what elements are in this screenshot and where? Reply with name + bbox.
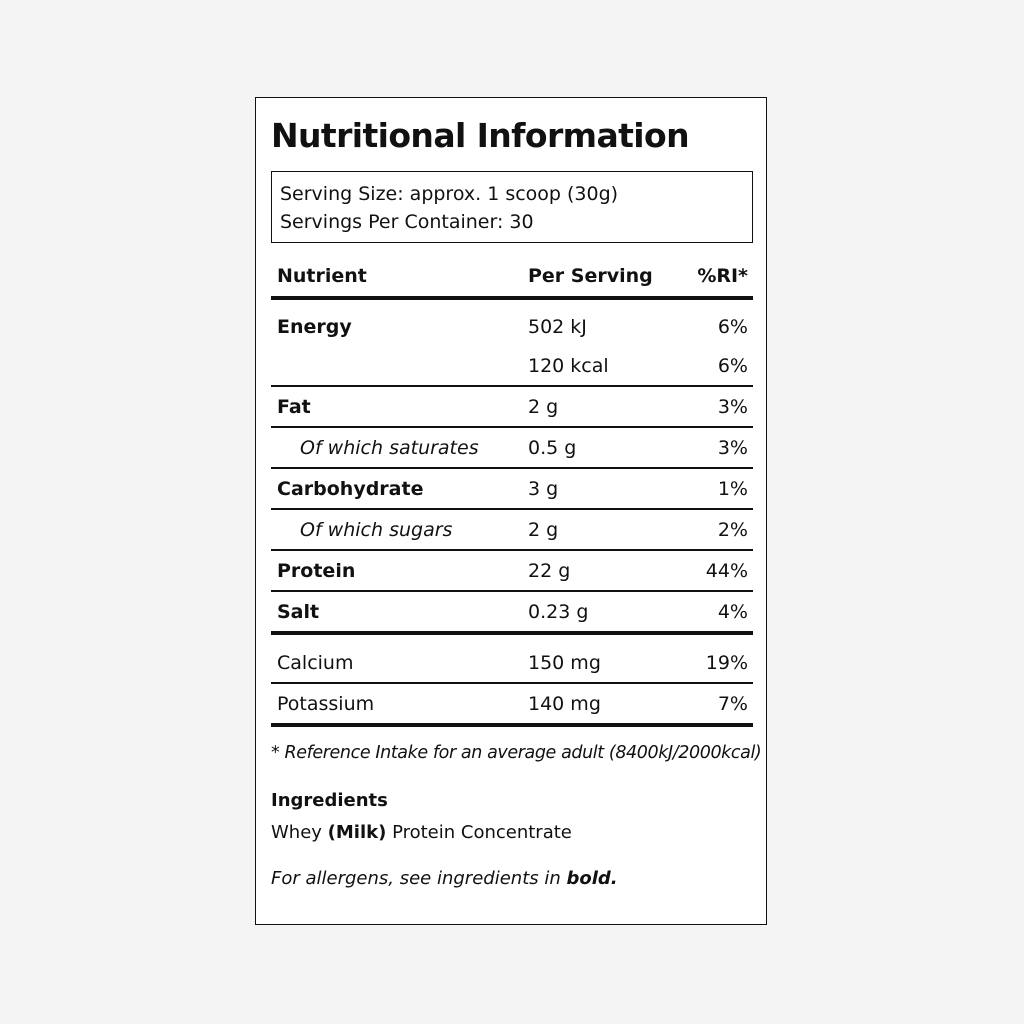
table-bottom-rule <box>271 723 753 727</box>
header-nutrient: Nutrient <box>277 265 367 287</box>
allergen-note-text: For allergens, see ingredients in <box>271 868 567 889</box>
allergen-note <box>271 868 618 889</box>
nutrient-value: 0.23 g <box>528 601 589 623</box>
ingredients-list <box>271 822 572 843</box>
nutrient-ri: 3% <box>717 437 748 459</box>
header-ri: %RI* <box>697 265 748 287</box>
nutrition-label <box>255 97 767 925</box>
nutrient-value: 0.5 g <box>528 437 577 459</box>
table-header <box>271 261 753 300</box>
nutrient-ri: 1% <box>717 478 748 500</box>
nutrient-name: Fat <box>277 396 311 418</box>
row-divider <box>271 385 753 387</box>
serving-info-box <box>271 171 753 243</box>
nutrient-ri: 6% <box>717 355 748 377</box>
nutrient-value: 120 kcal <box>528 355 609 377</box>
nutrient-ri: 44% <box>705 560 748 582</box>
nutrient-value: 502 kJ <box>528 316 587 338</box>
header-per-serving: Per Serving <box>528 265 653 287</box>
ingredients-title: Ingredients <box>271 790 388 811</box>
label-title: Nutritional Information <box>271 116 689 155</box>
nutrient-name: Protein <box>277 560 356 582</box>
serving-size: Serving Size: approx. 1 scoop (30g) <box>280 183 619 205</box>
nutrient-value: 3 g <box>528 478 559 500</box>
nutrient-value: 2 g <box>528 396 559 418</box>
nutrient-name: Calcium <box>277 652 354 674</box>
nutrient-ri: 19% <box>705 652 748 674</box>
nutrient-value: 22 g <box>528 560 571 582</box>
nutrient-name: Of which sugars <box>300 519 453 541</box>
nutrient-ri: 7% <box>717 693 748 715</box>
nutrient-name: Carbohydrate <box>277 478 424 500</box>
reference-intake-footnote: * Reference Intake for an average adult (8400kJ/2000kcal) <box>271 743 762 763</box>
nutrient-name: Energy <box>277 316 352 338</box>
servings-per-container: Servings Per Container: 30 <box>280 211 534 233</box>
section-divider <box>271 631 753 635</box>
nutrient-name: Of which saturates <box>300 437 479 459</box>
allergen-milk: (Milk) <box>327 822 387 843</box>
nutrient-value: 140 mg <box>528 693 601 715</box>
nutrient-ri: 2% <box>717 519 748 541</box>
nutrient-ri: 6% <box>717 316 748 338</box>
nutrient-name: Potassium <box>277 693 375 715</box>
ingredient-text: Whey <box>271 822 328 843</box>
nutrient-ri: 3% <box>717 396 748 418</box>
row-divider <box>271 590 753 592</box>
nutrient-ri: 4% <box>717 601 748 623</box>
allergen-note-emphasis: bold. <box>566 868 618 889</box>
nutrient-value: 2 g <box>528 519 559 541</box>
nutrient-name: Salt <box>277 601 320 623</box>
ingredient-text: Protein Concentrate <box>386 822 572 843</box>
nutrient-value: 150 mg <box>528 652 601 674</box>
